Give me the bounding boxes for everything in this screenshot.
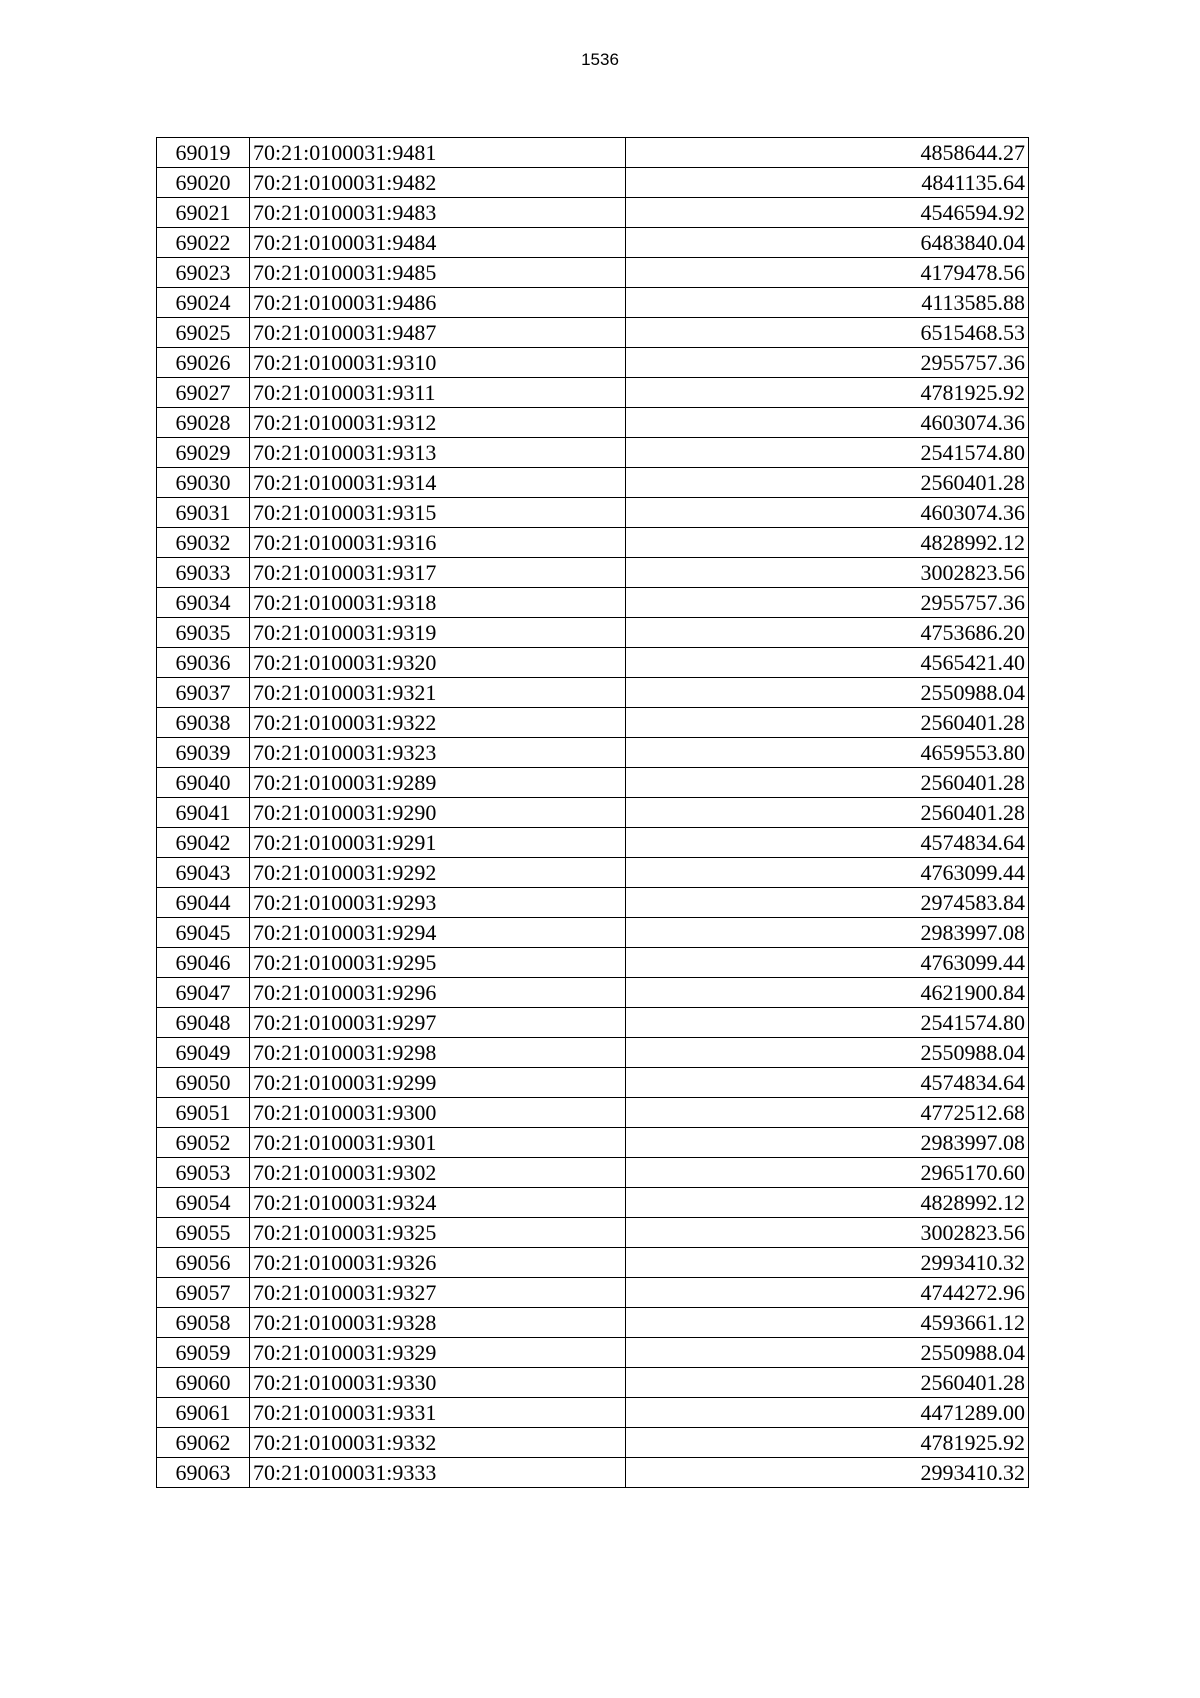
cadastral-number-cell: 70:21:0100031:9487 <box>250 318 626 348</box>
cadastral-number-cell: 70:21:0100031:9302 <box>250 1158 626 1188</box>
cadastral-number-cell: 70:21:0100031:9301 <box>250 1128 626 1158</box>
table-row <box>157 918 1029 948</box>
cadastral-number-cell: 70:21:0100031:9328 <box>250 1308 626 1338</box>
row-number-cell: 69055 <box>157 1218 250 1248</box>
cadastral-value-table <box>156 137 1029 1488</box>
cadastral-value-cell: 4753686.20 <box>626 618 1029 648</box>
cadastral-number-cell: 70:21:0100031:9298 <box>250 1038 626 1068</box>
cadastral-value-cell: 2550988.04 <box>626 1038 1029 1068</box>
row-number-cell: 69030 <box>157 468 250 498</box>
cadastral-number-cell: 70:21:0100031:9331 <box>250 1398 626 1428</box>
cadastral-value-cell: 4858644.27 <box>626 138 1029 168</box>
cadastral-number-cell: 70:21:0100031:9313 <box>250 438 626 468</box>
table-row <box>157 198 1029 228</box>
cadastral-number-cell: 70:21:0100031:9293 <box>250 888 626 918</box>
cadastral-number-cell: 70:21:0100031:9483 <box>250 198 626 228</box>
row-number-cell: 69019 <box>157 138 250 168</box>
row-number-cell: 69044 <box>157 888 250 918</box>
table-row <box>157 828 1029 858</box>
cadastral-number-cell: 70:21:0100031:9326 <box>250 1248 626 1278</box>
cadastral-number-cell: 70:21:0100031:9325 <box>250 1218 626 1248</box>
cadastral-value-cell: 6483840.04 <box>626 228 1029 258</box>
cadastral-number-cell: 70:21:0100031:9294 <box>250 918 626 948</box>
table-row <box>157 1008 1029 1038</box>
cadastral-value-cell: 4603074.36 <box>626 408 1029 438</box>
cadastral-value-cell: 4841135.64 <box>626 168 1029 198</box>
row-number-cell: 69022 <box>157 228 250 258</box>
row-number-cell: 69049 <box>157 1038 250 1068</box>
table-row <box>157 888 1029 918</box>
page-number: 1536 <box>581 50 619 69</box>
table-row <box>157 1098 1029 1128</box>
cadastral-value-cell: 2560401.28 <box>626 798 1029 828</box>
cadastral-value-cell: 2560401.28 <box>626 1368 1029 1398</box>
row-number-cell: 69021 <box>157 198 250 228</box>
row-number-cell: 69045 <box>157 918 250 948</box>
row-number-cell: 69027 <box>157 378 250 408</box>
cadastral-number-cell: 70:21:0100031:9314 <box>250 468 626 498</box>
cadastral-value-cell: 4621900.84 <box>626 978 1029 1008</box>
row-number-cell: 69025 <box>157 318 250 348</box>
cadastral-value-cell: 6515468.53 <box>626 318 1029 348</box>
table-row <box>157 1398 1029 1428</box>
cadastral-value-cell: 4781925.92 <box>626 378 1029 408</box>
cadastral-number-cell: 70:21:0100031:9327 <box>250 1278 626 1308</box>
cadastral-number-cell: 70:21:0100031:9296 <box>250 978 626 1008</box>
table-row <box>157 228 1029 258</box>
row-number-cell: 69047 <box>157 978 250 1008</box>
table-row <box>157 978 1029 1008</box>
cadastral-value-cell: 2955757.36 <box>626 348 1029 378</box>
table-row <box>157 288 1029 318</box>
cadastral-number-cell: 70:21:0100031:9324 <box>250 1188 626 1218</box>
table-row <box>157 1038 1029 1068</box>
cadastral-value-cell: 4828992.12 <box>626 1188 1029 1218</box>
row-number-cell: 69058 <box>157 1308 250 1338</box>
table-row <box>157 678 1029 708</box>
cadastral-value-cell: 2560401.28 <box>626 468 1029 498</box>
table-row <box>157 1188 1029 1218</box>
row-number-cell: 69057 <box>157 1278 250 1308</box>
table-body <box>157 138 1029 1488</box>
cadastral-number-cell: 70:21:0100031:9330 <box>250 1368 626 1398</box>
cadastral-value-cell: 2955757.36 <box>626 588 1029 618</box>
row-number-cell: 69034 <box>157 588 250 618</box>
table-row <box>157 1128 1029 1158</box>
cadastral-number-cell: 70:21:0100031:9485 <box>250 258 626 288</box>
row-number-cell: 69046 <box>157 948 250 978</box>
cadastral-number-cell: 70:21:0100031:9290 <box>250 798 626 828</box>
cadastral-number-cell: 70:21:0100031:9486 <box>250 288 626 318</box>
cadastral-value-cell: 4471289.00 <box>626 1398 1029 1428</box>
table-row <box>157 1308 1029 1338</box>
row-number-cell: 69050 <box>157 1068 250 1098</box>
row-number-cell: 69043 <box>157 858 250 888</box>
cadastral-value-cell: 2965170.60 <box>626 1158 1029 1188</box>
table-row <box>157 1278 1029 1308</box>
table-row <box>157 948 1029 978</box>
table-row <box>157 468 1029 498</box>
row-number-cell: 69048 <box>157 1008 250 1038</box>
table-row <box>157 858 1029 888</box>
row-number-cell: 69038 <box>157 708 250 738</box>
table-row <box>157 798 1029 828</box>
row-number-cell: 69063 <box>157 1458 250 1488</box>
row-number-cell: 69052 <box>157 1128 250 1158</box>
table-row <box>157 138 1029 168</box>
table-row <box>157 768 1029 798</box>
cadastral-number-cell: 70:21:0100031:9333 <box>250 1458 626 1488</box>
cadastral-value-cell: 2983997.08 <box>626 918 1029 948</box>
table-row <box>157 1248 1029 1278</box>
cadastral-value-cell: 4659553.80 <box>626 738 1029 768</box>
cadastral-number-cell: 70:21:0100031:9481 <box>250 138 626 168</box>
table-row <box>157 738 1029 768</box>
table-row <box>157 498 1029 528</box>
table-row <box>157 648 1029 678</box>
row-number-cell: 69041 <box>157 798 250 828</box>
cadastral-number-cell: 70:21:0100031:9311 <box>250 378 626 408</box>
cadastral-value-cell: 4565421.40 <box>626 648 1029 678</box>
row-number-cell: 69020 <box>157 168 250 198</box>
cadastral-number-cell: 70:21:0100031:9484 <box>250 228 626 258</box>
row-number-cell: 69062 <box>157 1428 250 1458</box>
cadastral-value-cell: 4772512.68 <box>626 1098 1029 1128</box>
cadastral-value-cell: 2983997.08 <box>626 1128 1029 1158</box>
row-number-cell: 69042 <box>157 828 250 858</box>
cadastral-number-cell: 70:21:0100031:9323 <box>250 738 626 768</box>
row-number-cell: 69023 <box>157 258 250 288</box>
row-number-cell: 69033 <box>157 558 250 588</box>
row-number-cell: 69024 <box>157 288 250 318</box>
cadastral-number-cell: 70:21:0100031:9329 <box>250 1338 626 1368</box>
cadastral-value-cell: 2541574.80 <box>626 1008 1029 1038</box>
table-row <box>157 168 1029 198</box>
cadastral-value-cell: 4744272.96 <box>626 1278 1029 1308</box>
row-number-cell: 69056 <box>157 1248 250 1278</box>
table-row <box>157 1338 1029 1368</box>
row-number-cell: 69035 <box>157 618 250 648</box>
row-number-cell: 69053 <box>157 1158 250 1188</box>
row-number-cell: 69036 <box>157 648 250 678</box>
cadastral-number-cell: 70:21:0100031:9318 <box>250 588 626 618</box>
table-row <box>157 588 1029 618</box>
cadastral-number-cell: 70:21:0100031:9310 <box>250 348 626 378</box>
table-row <box>157 1368 1029 1398</box>
row-number-cell: 69060 <box>157 1368 250 1398</box>
table-row <box>157 378 1029 408</box>
table-row <box>157 528 1029 558</box>
cadastral-number-cell: 70:21:0100031:9332 <box>250 1428 626 1458</box>
row-number-cell: 69051 <box>157 1098 250 1128</box>
cadastral-value-cell: 4603074.36 <box>626 498 1029 528</box>
table-row <box>157 708 1029 738</box>
cadastral-number-cell: 70:21:0100031:9482 <box>250 168 626 198</box>
table-row <box>157 258 1029 288</box>
row-number-cell: 69061 <box>157 1398 250 1428</box>
row-number-cell: 69037 <box>157 678 250 708</box>
cadastral-value-cell: 2541574.80 <box>626 438 1029 468</box>
cadastral-number-cell: 70:21:0100031:9292 <box>250 858 626 888</box>
cadastral-value-cell: 4113585.88 <box>626 288 1029 318</box>
cadastral-value-cell: 2550988.04 <box>626 678 1029 708</box>
cadastral-number-cell: 70:21:0100031:9321 <box>250 678 626 708</box>
cadastral-number-cell: 70:21:0100031:9295 <box>250 948 626 978</box>
cadastral-value-cell: 4781925.92 <box>626 1428 1029 1458</box>
cadastral-value-cell: 2560401.28 <box>626 708 1029 738</box>
cadastral-value-cell: 2550988.04 <box>626 1338 1029 1368</box>
cadastral-number-cell: 70:21:0100031:9316 <box>250 528 626 558</box>
cadastral-value-cell: 4546594.92 <box>626 198 1029 228</box>
cadastral-number-cell: 70:21:0100031:9312 <box>250 408 626 438</box>
cadastral-number-cell: 70:21:0100031:9291 <box>250 828 626 858</box>
cadastral-value-cell: 4593661.12 <box>626 1308 1029 1338</box>
table-row <box>157 408 1029 438</box>
cadastral-value-cell: 4763099.44 <box>626 948 1029 978</box>
table-row <box>157 1458 1029 1488</box>
cadastral-value-cell: 3002823.56 <box>626 558 1029 588</box>
cadastral-value-cell: 4574834.64 <box>626 1068 1029 1098</box>
table-row <box>157 558 1029 588</box>
table-row <box>157 1428 1029 1458</box>
cadastral-number-cell: 70:21:0100031:9300 <box>250 1098 626 1128</box>
cadastral-number-cell: 70:21:0100031:9319 <box>250 618 626 648</box>
cadastral-value-cell: 4763099.44 <box>626 858 1029 888</box>
cadastral-value-cell: 4574834.64 <box>626 828 1029 858</box>
table-row <box>157 348 1029 378</box>
cadastral-value-cell: 3002823.56 <box>626 1218 1029 1248</box>
cadastral-number-cell: 70:21:0100031:9289 <box>250 768 626 798</box>
cadastral-number-cell: 70:21:0100031:9320 <box>250 648 626 678</box>
cadastral-number-cell: 70:21:0100031:9315 <box>250 498 626 528</box>
cadastral-value-cell: 2974583.84 <box>626 888 1029 918</box>
cadastral-value-cell: 4828992.12 <box>626 528 1029 558</box>
cadastral-number-cell: 70:21:0100031:9299 <box>250 1068 626 1098</box>
row-number-cell: 69039 <box>157 738 250 768</box>
cadastral-number-cell: 70:21:0100031:9297 <box>250 1008 626 1038</box>
table-row <box>157 1158 1029 1188</box>
cadastral-value-cell: 2993410.32 <box>626 1248 1029 1278</box>
cadastral-value-cell: 2993410.32 <box>626 1458 1029 1488</box>
row-number-cell: 69059 <box>157 1338 250 1368</box>
cadastral-value-cell: 2560401.28 <box>626 768 1029 798</box>
table-row <box>157 618 1029 648</box>
table-row <box>157 1068 1029 1098</box>
table-row <box>157 438 1029 468</box>
row-number-cell: 69054 <box>157 1188 250 1218</box>
cadastral-value-cell: 4179478.56 <box>626 258 1029 288</box>
cadastral-number-cell: 70:21:0100031:9322 <box>250 708 626 738</box>
row-number-cell: 69026 <box>157 348 250 378</box>
table-row <box>157 318 1029 348</box>
row-number-cell: 69028 <box>157 408 250 438</box>
row-number-cell: 69029 <box>157 438 250 468</box>
row-number-cell: 69031 <box>157 498 250 528</box>
table-row <box>157 1218 1029 1248</box>
row-number-cell: 69040 <box>157 768 250 798</box>
row-number-cell: 69032 <box>157 528 250 558</box>
cadastral-number-cell: 70:21:0100031:9317 <box>250 558 626 588</box>
